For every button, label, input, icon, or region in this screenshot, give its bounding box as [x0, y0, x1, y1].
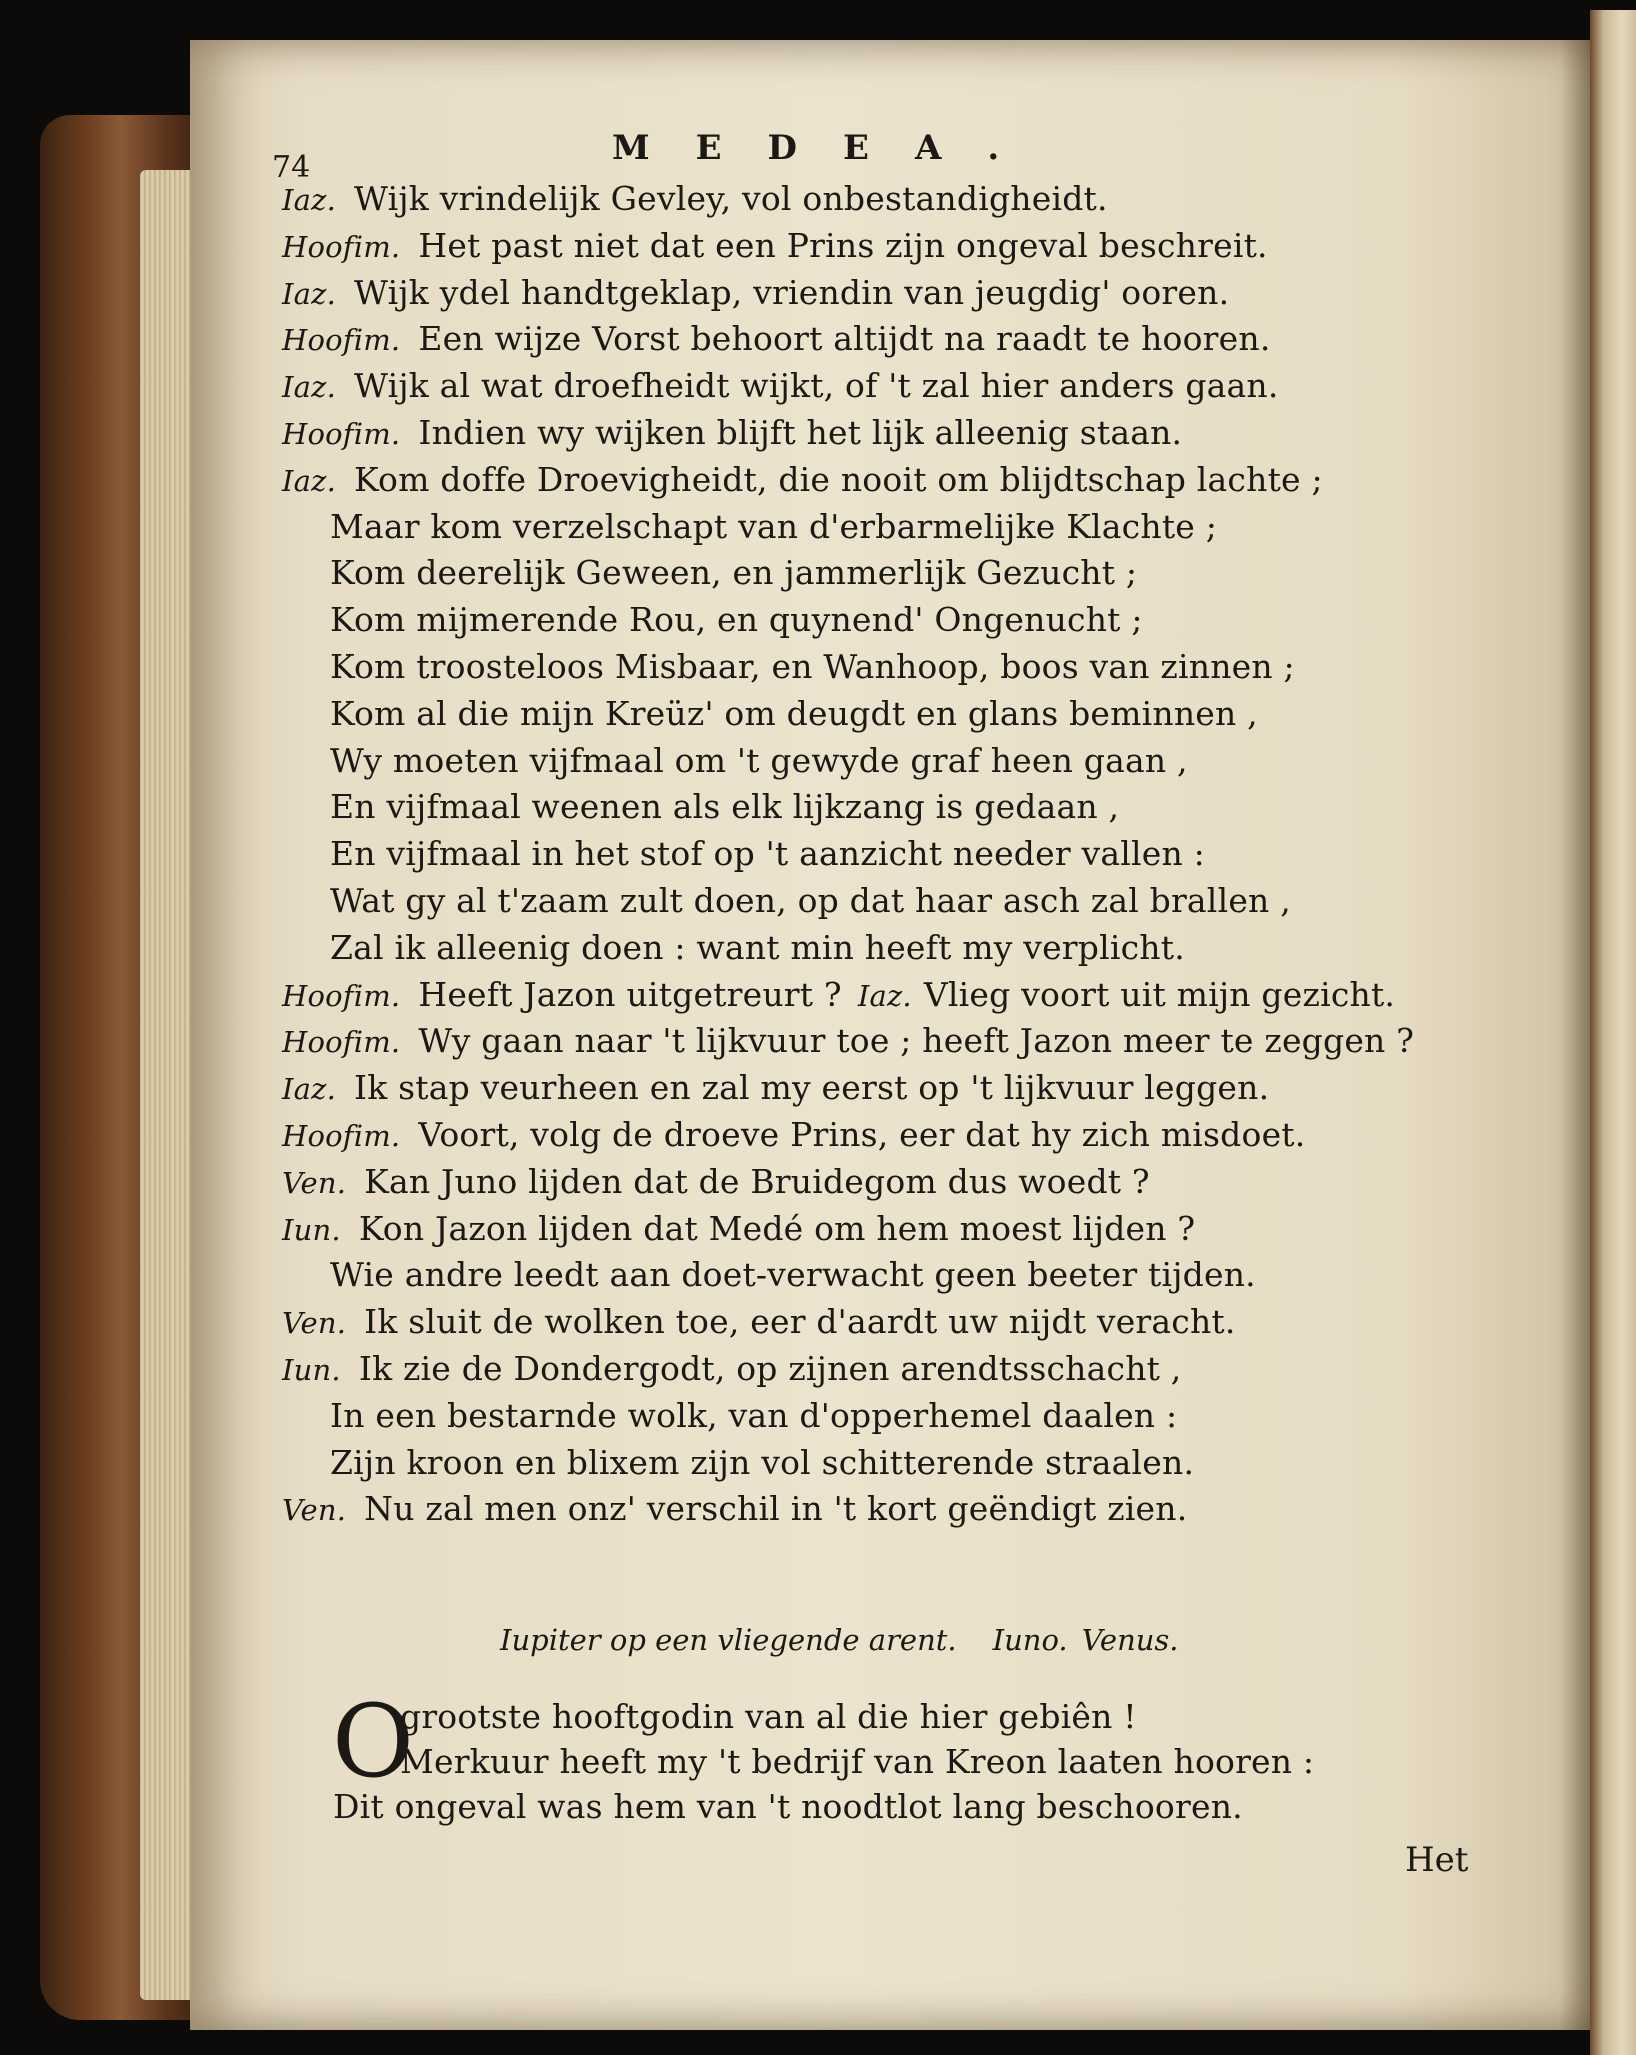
speaker-label: Hoofim. [282, 978, 401, 1013]
stage-direction-juno: Iuno. [992, 1623, 1068, 1657]
verse-line [330, 1254, 1256, 1296]
verse-line [330, 552, 1137, 594]
speaker-label: Iaz. [282, 276, 337, 311]
verse-text: Zal ik alleenig doen : want min heeft my verplicht. [330, 927, 1185, 967]
page-number: 74 [272, 150, 311, 185]
verse-text: Ik sluit de wolken toe, eer d'aardt uw nijdt veracht. [364, 1302, 1236, 1342]
speaker-label: Ven. [282, 1493, 347, 1528]
verse-line [282, 365, 1279, 408]
verse-text: Wy moeten vijfmaal om 't gewyde graf heen gaan , [330, 740, 1188, 780]
speech-line-2: Merkuur heeft my 't bedrijf van Kreon laaten hooren : [400, 1742, 1315, 1781]
speaker-label: Iun. [282, 1353, 341, 1387]
verse-line [330, 927, 1185, 969]
verse-text: Indien wy wijken blijft het lijk alleenig staan. [418, 413, 1183, 452]
verse-line [282, 1114, 1305, 1157]
verse-text: Kom doffe Droevigheidt, die nooit om blijdtschap lachte ; [354, 459, 1323, 499]
verse-text: Vlieg voort uit mijn gezicht. [923, 974, 1396, 1014]
running-head: MEDEA. [612, 128, 1046, 168]
verse-line [282, 1301, 1236, 1344]
verse-line [282, 1348, 1182, 1391]
verse-text: Maar kom verzelschapt van d'erbarmelijke Klachte ; [330, 506, 1218, 546]
stage-direction [500, 1623, 1179, 1657]
verse-line [330, 833, 1205, 875]
verse-text: Wat gy al t'zaam zult doen, op dat haar asch zal brallen , [330, 881, 1291, 920]
stage-direction-venus: Venus. [1081, 1623, 1179, 1657]
verse-text: Wie andre leedt aan doet-verwacht geen beeter tijden. [330, 1255, 1256, 1295]
speaker-label: Iaz. [282, 463, 337, 498]
verse-line [282, 272, 1229, 315]
speaker-label: Hoofim. [282, 229, 401, 264]
speech-line-1: grootste hooftgodin van al die hier gebiên ! [400, 1697, 1137, 1736]
verse-line [282, 974, 1395, 1017]
verse-line [330, 880, 1291, 922]
speaker-label: Iun. [282, 1212, 341, 1247]
speaker-label: Iaz. [282, 183, 337, 217]
verse-line [330, 1395, 1177, 1437]
verse-text: Kan Juno lijden dat de Bruidegom dus woedt ? [364, 1161, 1150, 1201]
verse-text: Nu zal men onz' verschil in 't kort geëndigt zien. [364, 1489, 1188, 1529]
speaker-label: Ven. [282, 1165, 347, 1200]
verse-text: Ik stap veurheen en zal my eerst op 't lijkvuur leggen. [354, 1068, 1270, 1108]
speech-line-3: Dit ongeval was hem van 't noodtlot lang beschooren. [333, 1787, 1243, 1826]
verse-line [282, 1161, 1150, 1204]
verse-text: Wijk ydel handtgeklap, vriendin van jeugdig' ooren. [354, 272, 1230, 312]
speaker-label: Hoofim. [282, 1119, 401, 1153]
verse-line [330, 1442, 1194, 1484]
verse-line [282, 1208, 1195, 1251]
verse-line [330, 506, 1217, 548]
speaker-label: Iaz. [282, 1072, 337, 1107]
verse-line [330, 740, 1188, 782]
verse-text: Kom mijmerende Rou, en quynend' Ongenucht ; [330, 600, 1143, 640]
verse-text: Heeft Jazon uitgetreurt ? [418, 974, 842, 1014]
stage-direction-jupiter: Iupiter op een vliegende arent. [500, 1623, 957, 1657]
speaker-label: Iaz. [282, 370, 337, 405]
verse-line [282, 318, 1271, 361]
verse-line [282, 1067, 1269, 1110]
catchword: Het [1405, 1840, 1469, 1880]
speaker-label: Hoofim. [282, 417, 401, 451]
verse-text: Wijk al wat droefheidt wijkt, of 't zal hier anders gaan. [354, 366, 1279, 406]
verse-line [330, 646, 1295, 688]
verse-text: Kom troosteloos Misbaar, en Wanhoop, boos van zinnen ; [330, 647, 1295, 686]
verse-text: In een bestarnde wolk, van d'opperhemel daalen : [330, 1395, 1178, 1435]
verse-line [282, 178, 1108, 221]
verse-text: Een wijze Vorst behoort altijdt na raadt te hooren. [418, 319, 1271, 359]
verse-line [330, 786, 1119, 828]
verse-text: Kom al die mijn Kreüz' om deugdt en glans beminnen , [330, 693, 1258, 733]
speaker-label: Hoofim. [282, 323, 401, 358]
verse-line [282, 412, 1182, 455]
drop-cap: O [332, 1683, 414, 1800]
verse-text: Zijn kroon en blixem zijn vol schitterende straalen. [330, 1442, 1195, 1482]
verse-line [282, 459, 1323, 502]
verse-line [330, 599, 1143, 641]
speaker-label: Iaz. [857, 978, 912, 1013]
verse-text: Het past niet dat een Prins zijn ongeval beschreit. [418, 225, 1268, 265]
verse-text: Voort, volg de droeve Prins, eer dat hy zich misdoet. [418, 1115, 1306, 1154]
verse-line [282, 1020, 1414, 1063]
verse-text: Wy gaan naar 't lijkvuur toe ; heeft Jazon meer te zeggen ? [418, 1021, 1415, 1061]
verse-line [330, 693, 1258, 735]
verse-line [282, 1488, 1187, 1531]
verse-line [282, 225, 1268, 268]
verse-text: Kon Jazon lijden dat Medé om hem moest lijden ? [358, 1208, 1196, 1248]
verse-text: En vijfmaal in het stof op 't aanzicht needer vallen : [330, 834, 1205, 874]
speaker-label: Hoofim. [282, 1025, 401, 1060]
verse-text: Ik zie de Dondergodt, op zijnen arendtsschacht , [358, 1349, 1182, 1388]
verse-text: Kom deerelijk Geween, en jammerlijk Gezucht ; [330, 553, 1138, 593]
verse-text: En vijfmaal weenen als elk lijkzang is gedaan , [330, 787, 1120, 827]
speaker-label: Ven. [282, 1306, 347, 1341]
verse-text: Wijk vrindelijk Gevley, vol onbestandigheidt. [354, 179, 1108, 218]
